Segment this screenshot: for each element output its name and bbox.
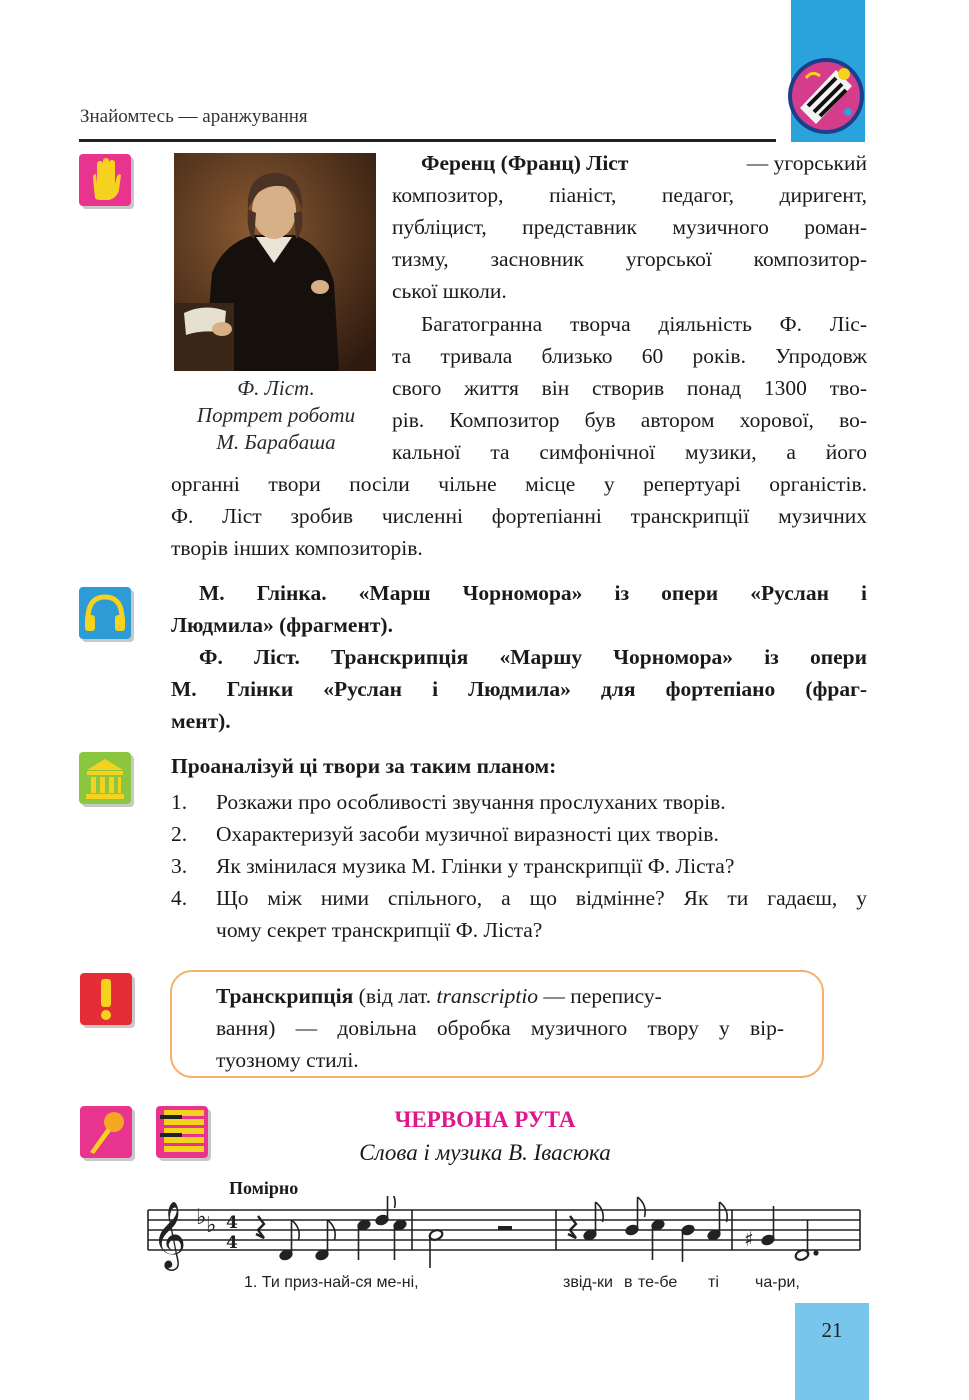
portrait-caption-line: Портрет роботи [196, 403, 356, 427]
list-item-number: 2. [171, 822, 188, 846]
microphone-icon [80, 1106, 132, 1158]
definition-text: (від лат. [353, 984, 437, 1008]
lyrics-syllable: ча-ри, [755, 1274, 800, 1291]
lyrics-line: 1. Ти приз-най-ся ме-ні, [244, 1274, 419, 1291]
list-item: Охарактеризуй засоби музичної виразності цих творів. [216, 822, 719, 846]
lyrics-syllable: в [624, 1274, 633, 1291]
list-item: Розкажи про особливості звучання прослуханих творів. [216, 790, 726, 814]
portrait-caption-line: Ф. Ліст. [237, 376, 315, 400]
list-item-number: 1. [171, 790, 188, 814]
bio-text: кальної та симфонічної музики, а його [392, 440, 867, 464]
running-title: Знайомтесь — аранжування [80, 106, 308, 127]
bio-text: творів інших композиторів. [171, 536, 423, 560]
lyrics-syllable: ті [708, 1274, 719, 1291]
list-item-number: 4. [171, 886, 188, 910]
tempo-marking: Помірно [229, 1178, 299, 1198]
definition-line: туозному стилі. [216, 1048, 359, 1072]
definition-term: Транскрипція [216, 984, 354, 1008]
stop-hand-icon [79, 154, 131, 206]
analysis-heading: Проаналізуй ці твори за таким планом: [171, 754, 557, 778]
latin-term: transcriptio [436, 984, 539, 1008]
notes-measure-4 [761, 1206, 818, 1261]
portrait-caption-line: М. Барабаша [216, 430, 336, 454]
bio-text: ської школи. [392, 279, 507, 303]
listening-work: Людмила» (фрагмент). [171, 613, 393, 637]
exclamation-icon [80, 973, 132, 1025]
music-staff [146, 1196, 866, 1274]
composer-name: Ференц (Франц) Ліст [421, 151, 629, 175]
header-rule [79, 139, 776, 142]
song-author: Слова і музика В. Івасюка [359, 1140, 611, 1165]
music-emblem-icon [786, 56, 866, 136]
bio-text: композитор, піаніст, педагог, диригент, [392, 183, 867, 207]
listening-work: мент). [171, 709, 231, 733]
treble-clef-icon: 𝄞 [152, 1200, 187, 1268]
headphones-icon [79, 587, 131, 639]
piano-keys-icon [156, 1106, 208, 1158]
notes-measure-1 [279, 1196, 407, 1261]
temple-icon [79, 752, 131, 804]
definition-line: вання) — довільна обробка музичного твору у вір- [216, 1016, 784, 1040]
sharp-icon: ♯ [744, 1227, 754, 1251]
bio-first-line [421, 147, 867, 179]
definition-line [216, 980, 662, 1012]
bio-text: тизму, засновник угорської композитор- [392, 247, 867, 271]
bio-text: та тривала близько 60 років. Упродовж [392, 344, 867, 368]
list-item-number: 3. [171, 854, 188, 878]
listening-work: М. Глінка. «Марш Чорномора» із опери «Руслан і [199, 581, 867, 605]
list-item: чому секрет транскрипції Ф. Ліста? [216, 918, 543, 942]
half-rest-icon [498, 1226, 512, 1230]
listening-work: М. Глінки «Руслан і Людмила» для фортепіано (фраг- [171, 677, 867, 701]
flat-icon: ♭ [196, 1205, 207, 1230]
list-item: Що між ними спільного, а що відмінне? Як ти гадаєш, у [216, 886, 867, 910]
bio-text: Ф. Ліст зробив численні фортепіанні транскрипції музичних [171, 504, 867, 528]
bio-text: органні твори посіли чільне місце у репертуарі органістів. [171, 472, 867, 496]
liszt-portrait [174, 153, 376, 371]
time-signature-bottom: 4 [226, 1233, 238, 1253]
list-item: Як змінилася музика М. Глінки у транскрипції Ф. Ліста? [216, 854, 735, 878]
listening-work: Ф. Ліст. Транскрипція «Маршу Чорномора» із опери [199, 645, 867, 669]
bio-text: публіцист, представник музичного роман- [392, 215, 867, 239]
definition-text: — перепису- [538, 984, 662, 1008]
bio-text: свого життя він створив понад 1300 тво- [392, 376, 867, 400]
bio-text: — угорський [746, 151, 867, 175]
bio-text: Багатогранна творча діяльність Ф. Ліс- [421, 312, 867, 336]
lyrics-syllable: те-бе [638, 1274, 678, 1291]
notes-measure-2 [428, 1226, 512, 1268]
page-number: 21 [821, 1318, 843, 1342]
bio-text: рів. Композитор був автором хорової, во- [392, 408, 867, 432]
time-signature-top: 4 [226, 1213, 238, 1233]
flat-icon: ♭ [206, 1213, 217, 1238]
song-title: ЧЕРВОНА РУТА [394, 1107, 576, 1132]
lyrics-syllable: звід-ки [563, 1274, 613, 1291]
